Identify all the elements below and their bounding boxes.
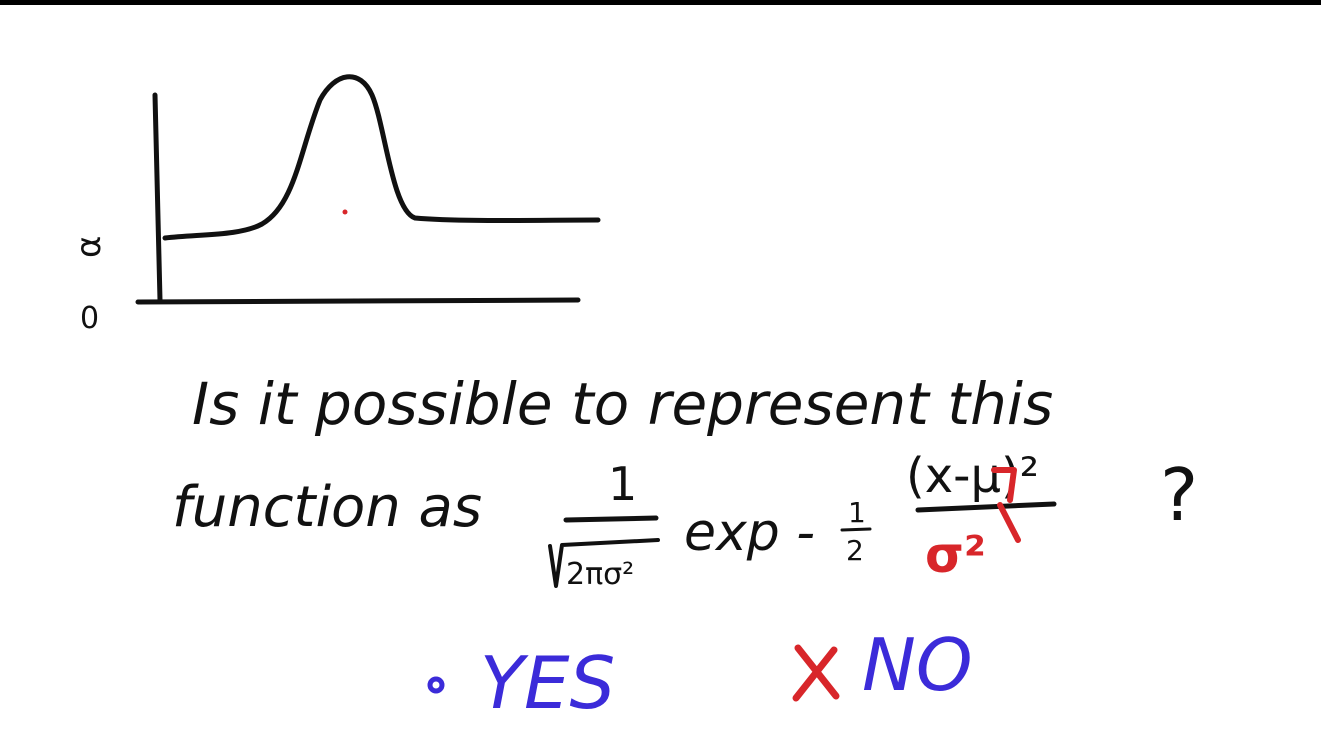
question-mark: ? — [1160, 453, 1199, 537]
formula-exp: exp - — [684, 503, 816, 563]
no-label[interactable]: NO — [862, 623, 973, 707]
curve-graph — [69, 77, 598, 336]
formula-fraction-bar-1 — [566, 518, 656, 520]
formula-half-bar — [842, 529, 870, 530]
formula-frac-den: σ² — [925, 526, 986, 584]
formula-numerator: 1 — [608, 457, 638, 511]
answer-no[interactable] — [796, 623, 973, 707]
question-line-1: Is it possible to represent this — [192, 370, 1054, 438]
x-axis — [138, 300, 578, 302]
answer-yes[interactable] — [430, 641, 615, 725]
center-dot — [343, 210, 348, 215]
no-red-x-icon[interactable] — [796, 648, 836, 698]
formula-sqrt-content: 2πσ² — [566, 557, 635, 592]
formula-fraction-bar-2 — [918, 504, 1054, 510]
formula-frac-num: (x-μ)² — [906, 448, 1039, 504]
question-line-2-prefix: function as — [172, 475, 483, 540]
alpha-label: α — [69, 235, 109, 258]
formula-half-num: 1 — [848, 496, 866, 529]
y-axis — [155, 95, 160, 300]
formula — [550, 448, 1198, 592]
bell-curve — [165, 77, 598, 238]
formula-half-den: 2 — [846, 534, 864, 567]
yes-label[interactable]: YES — [480, 641, 616, 725]
zero-label: 0 — [80, 301, 100, 336]
yes-radio-icon[interactable] — [430, 679, 442, 691]
